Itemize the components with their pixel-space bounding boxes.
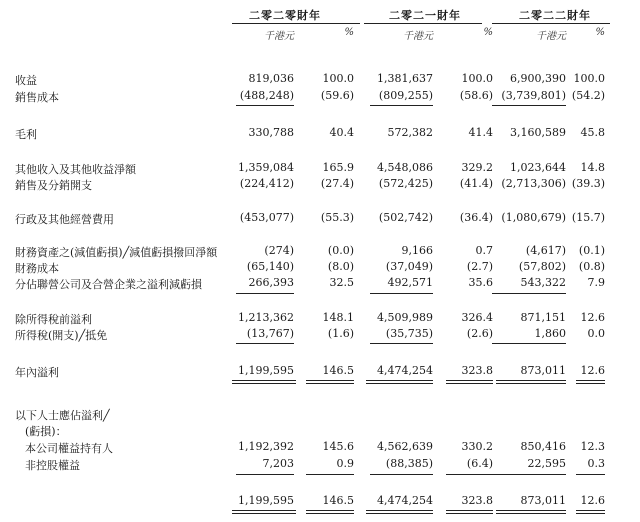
subtotal-rule [446, 474, 493, 475]
cell-impairment-pct2022: (0.1) [578, 244, 605, 257]
cell-selling-expenses-fy2022: (2,713,306) [501, 177, 566, 190]
cell-impairment-fy2021: 9,166 [401, 244, 433, 257]
cell-gross-profit-fy2021: 572,382 [387, 126, 433, 139]
subtotal-rule [236, 474, 294, 475]
total-rule [446, 513, 493, 514]
cell-non-controlling-fy2021: (88,385) [385, 457, 433, 470]
cell-income-tax-fy2020: (13,767) [246, 327, 294, 340]
row-label-finance-costs: 財務成本 [15, 262, 59, 275]
total-rule [306, 380, 354, 381]
subtotal-rule [370, 474, 433, 475]
cell-non-controlling-fy2020: 7,203 [262, 457, 294, 470]
total-rule [446, 510, 493, 511]
cell-income-tax-pct2022: 0.0 [587, 327, 605, 340]
cell-revenue-pct2020: 100.0 [322, 72, 354, 85]
cell-selling-expenses-fy2021: (572,425) [378, 177, 433, 190]
cell-non-controlling-fy2022: 22,595 [527, 457, 566, 470]
unit-pct-fy2022: % [595, 27, 605, 38]
total-rule [576, 380, 605, 381]
header-rule-fy2020 [232, 23, 360, 24]
subtotal-rule [236, 343, 294, 344]
cell-profit-for-year-fy2020: 1,199,595 [238, 364, 294, 377]
cell-final-total-pct2020: 146.5 [322, 494, 354, 507]
total-rule [366, 510, 433, 511]
total-rule [306, 513, 354, 514]
cell-gross-profit-pct2021: 41.4 [468, 126, 493, 139]
cell-cost-of-sales-pct2022: (54.2) [571, 89, 605, 102]
cell-profit-before-tax-fy2020: 1,213,362 [238, 311, 294, 324]
cell-equity-holders-fy2022: 850,416 [520, 440, 566, 453]
cell-income-tax-pct2021: (2.6) [466, 327, 493, 340]
cell-profit-before-tax-fy2022: 871,151 [520, 311, 566, 324]
cell-gross-profit-fy2022: 3,160,589 [510, 126, 566, 139]
row-label-equity-holders: 本公司權益持有人 [25, 442, 113, 455]
cell-equity-holders-pct2020: 145.6 [322, 440, 354, 453]
cell-revenue-pct2021: 100.0 [461, 72, 493, 85]
total-rule [446, 380, 493, 381]
subtotal-rule [492, 105, 566, 106]
cell-cost-of-sales-fy2021: (809,255) [378, 89, 433, 102]
cell-admin-expenses-pct2022: (15.7) [571, 211, 605, 224]
header-rule-fy2022 [492, 23, 610, 24]
cell-impairment-fy2022: (4,617) [525, 244, 566, 257]
total-rule [306, 510, 354, 511]
cell-profit-for-year-pct2022: 12.6 [580, 364, 605, 377]
cell-other-income-pct2020: 165.9 [322, 161, 354, 174]
subtotal-rule [370, 343, 433, 344]
cell-gross-profit-pct2020: 40.4 [329, 126, 354, 139]
subtotal-rule [370, 293, 433, 294]
total-rule [496, 510, 566, 511]
unit-amount-fy2022: 千港元 [536, 31, 566, 42]
row-label-profit-for-year: 年內溢利 [15, 366, 59, 379]
cell-admin-expenses-pct2021: (36.4) [459, 211, 493, 224]
total-rule [496, 383, 566, 384]
cell-share-of-associates-fy2021: 492,571 [387, 276, 433, 289]
cell-final-total-fy2022: 873,011 [520, 494, 566, 507]
subtotal-rule [492, 343, 566, 344]
cell-equity-holders-pct2021: 330.2 [461, 440, 493, 453]
cell-non-controlling-pct2020: 0.9 [336, 457, 354, 470]
row-label-cost-of-sales: 銷售成本 [15, 91, 59, 104]
cell-impairment-pct2020: (0.0) [327, 244, 354, 257]
subtotal-rule [236, 293, 294, 294]
cell-admin-expenses-pct2020: (55.3) [320, 211, 354, 224]
cell-other-income-fy2022: 1,023,644 [510, 161, 566, 174]
cell-finance-costs-fy2020: (65,140) [246, 260, 294, 273]
total-rule [366, 513, 433, 514]
subtotal-rule [492, 293, 566, 294]
cell-admin-expenses-fy2020: (453,077) [239, 211, 294, 224]
total-rule [232, 513, 296, 514]
cell-equity-holders-fy2021: 4,562,639 [377, 440, 433, 453]
cell-finance-costs-fy2021: (37,049) [385, 260, 433, 273]
total-rule [576, 383, 605, 384]
total-rule [232, 383, 296, 384]
cell-income-tax-fy2022: 1,860 [534, 327, 566, 340]
attributable-heading: 以下人士應佔溢利╱ [15, 409, 110, 422]
cell-profit-for-year-fy2021: 4,474,254 [377, 364, 433, 377]
cell-gross-profit-pct2022: 45.8 [580, 126, 605, 139]
cell-other-income-fy2021: 4,548,086 [377, 161, 433, 174]
cell-equity-holders-fy2020: 1,192,392 [238, 440, 294, 453]
cell-revenue-fy2020: 819,036 [248, 72, 294, 85]
total-rule [366, 380, 433, 381]
cell-finance-costs-pct2022: (0.8) [578, 260, 605, 273]
cell-finance-costs-pct2020: (8.0) [327, 260, 354, 273]
total-rule [366, 383, 433, 384]
cell-selling-expenses-fy2020: (224,412) [239, 177, 294, 190]
subtotal-rule [576, 474, 605, 475]
cell-income-tax-fy2021: (35,735) [385, 327, 433, 340]
cell-profit-before-tax-pct2022: 12.6 [580, 311, 605, 324]
row-label-selling-expenses: 銷售及分銷開支 [15, 179, 92, 192]
row-label-non-controlling: 非控股權益 [25, 459, 80, 472]
cell-cost-of-sales-pct2021: (58.6) [459, 89, 493, 102]
cell-profit-for-year-pct2020: 146.5 [322, 364, 354, 377]
cell-final-total-pct2022: 12.6 [580, 494, 605, 507]
cell-non-controlling-pct2022: 0.3 [587, 457, 605, 470]
total-rule [496, 513, 566, 514]
total-rule [306, 383, 354, 384]
row-label-admin-expenses: 行政及其他經營費用 [15, 213, 114, 226]
row-label-income-tax: 所得稅(開支)╱抵免 [15, 329, 108, 342]
cell-profit-before-tax-fy2021: 4,509,989 [377, 311, 433, 324]
header-fy2022: 二零二二財年 [519, 9, 591, 22]
cell-finance-costs-pct2021: (2.7) [466, 260, 493, 273]
cell-non-controlling-pct2021: (6.4) [466, 457, 493, 470]
cell-gross-profit-fy2020: 330,788 [248, 126, 294, 139]
total-rule [496, 380, 566, 381]
unit-amount-fy2020: 千港元 [264, 31, 294, 42]
attributable-heading-cont: (虧損)： [25, 425, 67, 438]
cell-share-of-associates-pct2022: 7.9 [587, 276, 605, 289]
cell-final-total-pct2021: 323.8 [461, 494, 493, 507]
unit-pct-fy2021: % [483, 27, 493, 38]
row-label-other-income: 其他收入及其他收益淨額 [15, 163, 136, 176]
unit-pct-fy2020: % [344, 27, 354, 38]
subtotal-rule [370, 105, 433, 106]
cell-share-of-associates-fy2022: 543,322 [520, 276, 566, 289]
cell-selling-expenses-pct2020: (27.4) [320, 177, 354, 190]
cell-cost-of-sales-fy2020: (488,248) [239, 89, 294, 102]
total-rule [576, 510, 605, 511]
cell-share-of-associates-pct2021: 35.6 [468, 276, 493, 289]
header-fy2021: 二零二一財年 [389, 9, 461, 22]
cell-impairment-pct2021: 0.7 [475, 244, 493, 257]
cell-equity-holders-pct2022: 12.3 [580, 440, 605, 453]
cell-other-income-pct2022: 14.8 [580, 161, 605, 174]
header-fy2020: 二零二零財年 [249, 9, 321, 22]
cell-revenue-fy2021: 1,381,637 [377, 72, 433, 85]
cell-revenue-pct2022: 100.0 [573, 72, 605, 85]
cell-profit-for-year-fy2022: 873,011 [520, 364, 566, 377]
total-rule [232, 510, 296, 511]
cell-admin-expenses-fy2022: (1,080,679) [501, 211, 566, 224]
cell-income-tax-pct2020: (1.6) [327, 327, 354, 340]
cell-final-total-fy2021: 4,474,254 [377, 494, 433, 507]
cell-cost-of-sales-fy2022: (3,739,801) [501, 89, 566, 102]
total-rule [446, 383, 493, 384]
row-label-revenue: 收益 [15, 74, 37, 87]
cell-other-income-pct2021: 329.2 [461, 161, 493, 174]
row-label-gross-profit: 毛利 [15, 128, 37, 141]
subtotal-rule [306, 474, 354, 475]
cell-impairment-fy2020: (274) [264, 244, 294, 257]
row-label-impairment: 財務資產之(減值虧損)╱減值虧損撥回淨額 [15, 246, 218, 259]
row-label-share-of-associates: 分佔聯營公司及合營企業之溢利減虧損 [15, 278, 202, 291]
cell-final-total-fy2020: 1,199,595 [238, 494, 294, 507]
cell-other-income-fy2020: 1,359,084 [238, 161, 294, 174]
subtotal-rule [236, 105, 294, 106]
cell-share-of-associates-pct2020: 32.5 [329, 276, 354, 289]
subtotal-rule [492, 474, 566, 475]
cell-profit-before-tax-pct2020: 148.1 [322, 311, 354, 324]
cell-profit-for-year-pct2021: 323.8 [461, 364, 493, 377]
cell-selling-expenses-pct2022: (39.3) [571, 177, 605, 190]
row-label-profit-before-tax: 除所得稅前溢利 [15, 313, 92, 326]
cell-cost-of-sales-pct2020: (59.6) [320, 89, 354, 102]
header-rule-fy2021 [364, 23, 482, 24]
unit-amount-fy2021: 千港元 [403, 31, 433, 42]
cell-profit-before-tax-pct2021: 326.4 [461, 311, 493, 324]
cell-selling-expenses-pct2021: (41.4) [459, 177, 493, 190]
cell-finance-costs-fy2022: (57,802) [518, 260, 566, 273]
total-rule [576, 513, 605, 514]
total-rule [232, 380, 296, 381]
cell-share-of-associates-fy2020: 266,393 [248, 276, 294, 289]
cell-revenue-fy2022: 6,900,390 [510, 72, 566, 85]
cell-admin-expenses-fy2021: (502,742) [378, 211, 433, 224]
